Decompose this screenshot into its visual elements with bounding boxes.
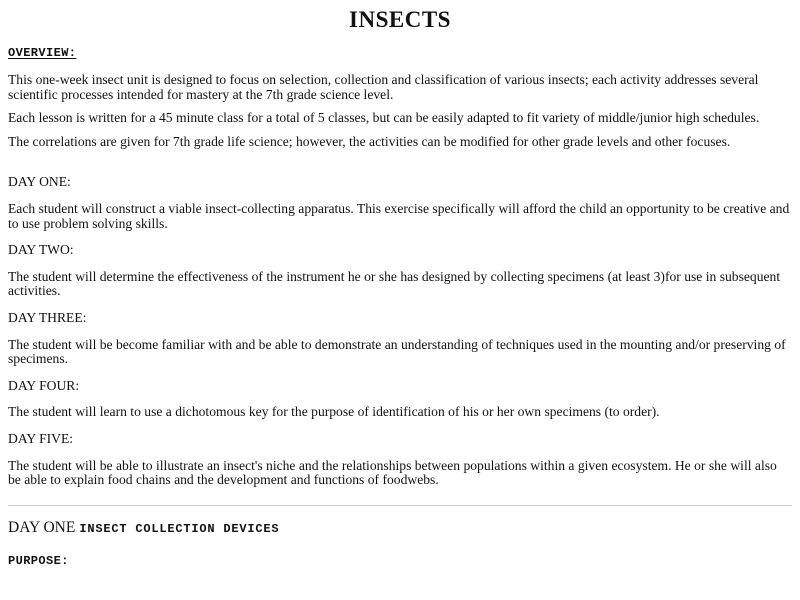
spacer — [8, 367, 792, 379]
overview-heading: OVERVIEW: — [8, 46, 77, 60]
day-heading-two: DAY TWO: — [8, 242, 74, 258]
lesson-title: INSECT COLLECTION DEVICES — [79, 521, 280, 536]
day-heading-three: DAY THREE: — [8, 309, 87, 325]
purpose-heading: PURPOSE: — [8, 553, 69, 568]
page-title: INSECTS — [349, 7, 451, 32]
day-heading-one: DAY ONE: — [8, 174, 71, 190]
day-body-two: The student will determine the effectiveness of the instrument he or she has designed by collecting specimens (at least 3)for use in subsequent activities. — [8, 268, 781, 299]
day-body-three: The student will be become familiar with and be able to demonstrate an understanding of techniques used in the mounting and/or preserving of specimens. — [8, 336, 786, 367]
day-body-five: The student will be able to illustrate an insect's niche and the relationships between populations within a given ecosystem. He or she will also be able to explain food chains and the development and functions of foodwebs. — [8, 457, 777, 488]
day-heading-four: DAY FOUR: — [8, 377, 80, 393]
day-body-four: The student will learn to use a dichotomous key for the purpose of identification of his or her own specimens (to order). — [8, 404, 660, 420]
spacer — [8, 488, 792, 505]
overview-paragraph-2: Each lesson is written for a 45 minute class for a total of 5 classes, but can be easily adapted to fit variety of middle/junior high schedules. — [8, 110, 760, 126]
overview-paragraph-1: This one-week insect unit is designed to focus on selection, collection and classification of various insects; each activity addresses several scientific processes intended for mastery at the 7th grade science level. — [8, 72, 759, 102]
spacer — [8, 420, 792, 432]
spacer — [8, 447, 792, 459]
spacer — [8, 299, 792, 311]
spacer — [8, 231, 792, 243]
day-body-one: Each student will construct a viable insect-collecting apparatus. This exercise specifically will afford the child an opportunity to be creative and to use problem solving skills. — [8, 200, 790, 231]
spacer — [8, 258, 792, 270]
spacer — [8, 326, 792, 338]
lesson-day-label: DAY ONE — [8, 518, 76, 536]
overview-paragraph-3: The correlations are given for 7th grade life science; however, the activities can be modified for other grade levels and other focuses. — [8, 133, 731, 149]
day-heading-five: DAY FIVE: — [8, 430, 74, 446]
spacer — [8, 506, 792, 518]
spacer — [8, 34, 792, 46]
spacer — [8, 149, 792, 175]
lesson-header — [8, 518, 792, 537]
spacer — [8, 537, 792, 554]
